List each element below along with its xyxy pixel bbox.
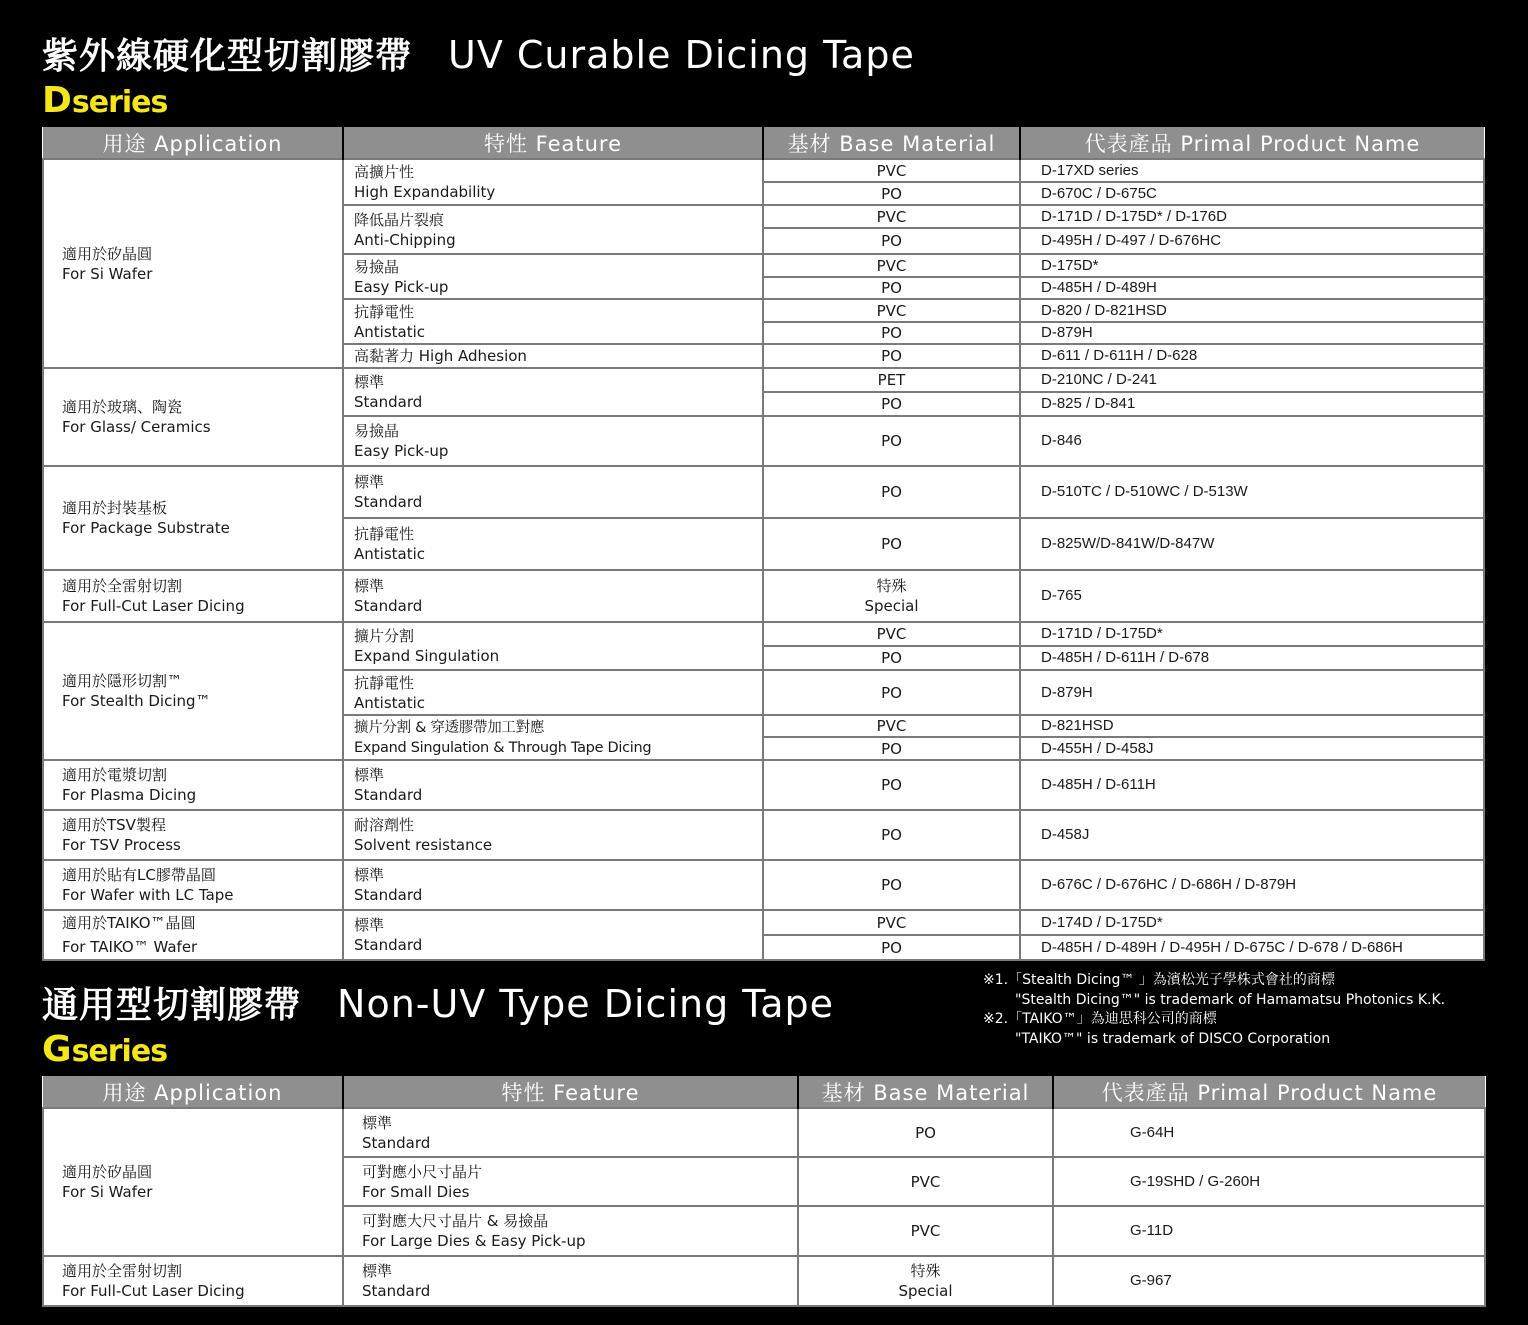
product-cell: D-879H xyxy=(1020,670,1484,715)
feature-cell xyxy=(343,1157,798,1206)
feature-en: Expand Singulation xyxy=(354,647,500,665)
product-cell: D-174D / D-175D* xyxy=(1020,910,1484,935)
product-cell: D-171D / D-175D* xyxy=(1020,622,1484,646)
feature-zh: 擴片分割 xyxy=(354,627,415,645)
feature-en: Antistatic xyxy=(354,693,426,712)
feature-cell xyxy=(343,254,763,299)
app-zh: 適用於貼有LC膠帶晶圓 xyxy=(62,866,216,884)
material-cell: PO xyxy=(763,416,1020,466)
material-cell xyxy=(763,570,1020,622)
feature-en: Expand Singulation & Through Tape Dicing xyxy=(354,739,652,756)
g-series-letter: G xyxy=(42,1029,72,1070)
feature-zh: 標準 xyxy=(354,766,385,784)
material-cell: PO xyxy=(763,737,1020,760)
product-cell: D-495H / D-497 / D-676HC xyxy=(1020,228,1484,254)
product-cell: D-510TC / D-510WC / D-513W xyxy=(1020,466,1484,518)
product-cell: D-846 xyxy=(1020,416,1484,466)
feature-en: Standard xyxy=(362,1133,431,1152)
note-2-en: "TAIKO™" is trademark of DISCO Corporation xyxy=(1015,1030,1331,1047)
feature-en: Easy Pick-up xyxy=(354,277,449,296)
header-product-name: 代表產品 Primal Product Name xyxy=(1053,1076,1485,1108)
header-product-name: 代表產品 Primal Product Name xyxy=(1020,127,1484,159)
d-section-title xyxy=(42,28,915,79)
feature-en: High Expandability xyxy=(354,183,496,201)
product-cell: D-485H / D-489H xyxy=(1020,277,1484,299)
feature-en: For Small Dies xyxy=(362,1182,470,1201)
table-row xyxy=(43,570,1484,622)
product-cell: G-967 xyxy=(1053,1256,1485,1306)
app-cell xyxy=(43,622,343,760)
feature-en: Standard xyxy=(354,597,423,615)
header-application: 用途 Application xyxy=(43,1076,343,1108)
table-row xyxy=(43,860,1484,910)
app-zh: 適用於電漿切割 xyxy=(62,766,168,784)
product-cell: D-879H xyxy=(1020,322,1484,344)
material-cell: PVC xyxy=(763,205,1020,228)
g-title-zh: 通用型切割膠帶 xyxy=(42,985,302,1026)
material-zh: 特殊 xyxy=(876,577,907,595)
material-cell: PO xyxy=(763,935,1020,960)
feature-zh: 標準 xyxy=(354,866,385,884)
feature-zh: 耐溶劑性 xyxy=(354,816,415,834)
d-series-letter: D xyxy=(42,80,72,121)
app-zh: 適用於全雷射切割 xyxy=(62,1262,183,1280)
app-en: For Si Wafer xyxy=(62,264,153,283)
product-cell: D-825 / D-841 xyxy=(1020,392,1484,416)
feature-en: Standard xyxy=(354,393,423,411)
product-cell: D-676C / D-676HC / D-686H / D-879H xyxy=(1020,860,1484,910)
app-en: For Package Substrate xyxy=(62,519,230,537)
product-cell: D-458J xyxy=(1020,810,1484,860)
feature-en: Anti-Chipping xyxy=(354,230,456,249)
material-cell: PVC xyxy=(763,299,1020,322)
app-cell xyxy=(43,910,343,960)
feature-cell xyxy=(343,368,763,416)
feature-cell xyxy=(343,416,763,466)
header-feature: 特性 Feature xyxy=(343,127,763,159)
trademark-notes xyxy=(983,971,1445,1049)
feature-cell xyxy=(343,299,763,344)
table-row xyxy=(43,760,1484,810)
app-cell xyxy=(43,1256,343,1306)
d-title-zh: 紫外線硬化型切割膠帶 xyxy=(42,36,413,77)
table-row xyxy=(43,466,1484,518)
app-en: For TSV Process xyxy=(62,836,181,854)
app-en: For Stealth Dicing™ xyxy=(62,692,211,710)
app-zh: 適用於全雷射切割 xyxy=(62,577,183,595)
feature-zh: 標準 xyxy=(354,473,385,491)
product-cell: D-17XD series xyxy=(1020,159,1484,182)
note-1-zh: ※1.「Stealth Dicing™ 」為濱松光子學株式會社的商標 xyxy=(983,972,1335,988)
app-en: For Full-Cut Laser Dicing xyxy=(62,597,245,615)
material-cell: PO xyxy=(763,344,1020,368)
g-section-title xyxy=(42,977,834,1028)
product-cell: G-19SHD / G-260H xyxy=(1053,1157,1485,1206)
feature-zh: 標準 xyxy=(362,1113,393,1132)
material-cell: PET xyxy=(763,368,1020,392)
material-cell: PO xyxy=(763,860,1020,910)
table-row xyxy=(43,910,1484,935)
header-application: 用途 Application xyxy=(43,127,343,159)
feature-en: Antistatic xyxy=(354,322,426,341)
table-row xyxy=(43,810,1484,860)
material-cell xyxy=(798,1256,1053,1306)
g-series-table xyxy=(42,1076,1486,1307)
table-row xyxy=(43,159,1484,182)
feature-zh: 標準 xyxy=(362,1262,393,1280)
material-cell: PO xyxy=(763,228,1020,254)
d-title-en: UV Curable Dicing Tape xyxy=(448,33,915,77)
feature-cell: 高黏著力 High Adhesion xyxy=(343,344,763,368)
d-series-table xyxy=(42,127,1485,961)
feature-zh: 抗靜電性 xyxy=(354,302,415,321)
d-table-header xyxy=(43,127,1484,159)
feature-en: Standard xyxy=(354,493,423,511)
feature-en: Easy Pick-up xyxy=(354,442,449,460)
material-cell: PO xyxy=(763,182,1020,205)
app-zh: 適用於矽晶圓 xyxy=(62,244,153,263)
table-row xyxy=(43,622,1484,646)
feature-cell xyxy=(343,159,763,205)
app-zh: 適用於玻璃、陶瓷 xyxy=(62,398,183,416)
g-table-header xyxy=(43,1076,1485,1108)
material-cell: PVC xyxy=(763,254,1020,277)
material-cell: PVC xyxy=(763,622,1020,646)
d-series-word: series xyxy=(71,85,168,120)
header-base-material: 基材 Base Material xyxy=(798,1076,1053,1108)
feature-zh: 標準 xyxy=(354,373,385,391)
material-cell: PO xyxy=(798,1108,1053,1157)
material-cell: PO xyxy=(763,392,1020,416)
product-cell: G-64H xyxy=(1053,1108,1485,1157)
material-cell: PVC xyxy=(798,1157,1053,1206)
material-cell: PO xyxy=(763,277,1020,299)
product-cell: D-171D / D-175D* / D-176D xyxy=(1020,205,1484,228)
app-cell xyxy=(43,860,343,910)
material-zh: 特殊 xyxy=(910,1262,941,1280)
feature-cell xyxy=(343,910,763,960)
feature-cell xyxy=(343,1256,798,1306)
product-cell: G-11D xyxy=(1053,1206,1485,1256)
product-cell: D-455H / D-458J xyxy=(1020,737,1484,760)
feature-zh: 降低晶片裂痕 xyxy=(354,210,445,229)
feature-zh: 標準 xyxy=(354,916,385,934)
feature-cell xyxy=(343,715,763,760)
product-cell: D-485H / D-611H xyxy=(1020,760,1484,810)
product-cell: D-485H / D-489H / D-495H / D-675C / D-678 / D-686H xyxy=(1020,935,1484,960)
material-cell: PO xyxy=(763,466,1020,518)
note-1-en: "Stealth Dicing™" is trademark of Hamamatsu Photonics K.K. xyxy=(1015,991,1446,1008)
material-cell: PO xyxy=(763,322,1020,344)
table-row xyxy=(43,1256,1485,1306)
product-cell: D-611 / D-611H / D-628 xyxy=(1020,344,1484,368)
material-cell: PO xyxy=(763,646,1020,670)
app-en: For Full-Cut Laser Dicing xyxy=(62,1282,245,1300)
app-cell xyxy=(43,159,343,368)
feature-cell xyxy=(343,760,763,810)
feature-en: Standard xyxy=(354,936,423,954)
feature-cell xyxy=(343,1108,798,1157)
app-cell xyxy=(43,368,343,466)
feature-en: Solvent resistance xyxy=(354,836,493,854)
feature-en: Antistatic xyxy=(354,545,426,563)
app-cell xyxy=(43,760,343,810)
feature-en: Standard xyxy=(354,886,423,904)
app-zh: 適用於TSV製程 xyxy=(62,816,166,834)
product-cell: D-820 / D-821HSD xyxy=(1020,299,1484,322)
d-series-logo xyxy=(42,80,167,121)
material-cell: PVC xyxy=(763,910,1020,935)
app-en: For Plasma Dicing xyxy=(62,786,197,804)
header-base-material: 基材 Base Material xyxy=(763,127,1020,159)
product-cell: D-765 xyxy=(1020,570,1484,622)
app-en: For Glass/ Ceramics xyxy=(62,418,211,436)
material-cell: PO xyxy=(763,518,1020,570)
material-cell: PVC xyxy=(798,1206,1053,1256)
material-cell: PO xyxy=(763,760,1020,810)
product-cell: D-670C / D-675C xyxy=(1020,182,1484,205)
feature-cell xyxy=(343,570,763,622)
feature-cell xyxy=(343,670,763,715)
feature-en: For Large Dies & Easy Pick-up xyxy=(362,1232,586,1250)
product-cell: D-821HSD xyxy=(1020,715,1484,737)
app-cell xyxy=(43,1108,343,1256)
material-cell: PVC xyxy=(763,715,1020,737)
app-zh: 適用於封裝基板 xyxy=(62,499,168,517)
table-row xyxy=(43,368,1484,392)
app-cell xyxy=(43,570,343,622)
feature-cell xyxy=(343,622,763,670)
material-en: Special xyxy=(898,1282,953,1300)
feature-zh: 易撿晶 xyxy=(354,257,400,276)
feature-cell xyxy=(343,860,763,910)
feature-en: Standard xyxy=(362,1282,431,1300)
product-cell: D-485H / D-611H / D-678 xyxy=(1020,646,1484,670)
g-series-word: series xyxy=(71,1034,168,1069)
feature-zh: 抗靜電性 xyxy=(354,673,415,692)
feature-cell xyxy=(343,205,763,254)
feature-zh: 可對應小尺寸晶片 xyxy=(362,1162,483,1181)
material-cell: PO xyxy=(763,670,1020,715)
material-cell: PO xyxy=(763,810,1020,860)
note-2-zh: ※2.「TAIKO™」為迪思科公司的商標 xyxy=(983,1011,1217,1027)
material-en: Special xyxy=(864,597,919,615)
feature-zh: 標準 xyxy=(354,577,385,595)
app-zh: 適用於隱形切割™ xyxy=(62,672,183,690)
feature-cell xyxy=(343,810,763,860)
app-cell xyxy=(43,466,343,570)
app-en: For Si Wafer xyxy=(62,1183,153,1201)
feature-en: Standard xyxy=(354,786,423,804)
product-cell: D-210NC / D-241 xyxy=(1020,368,1484,392)
material-cell: PVC xyxy=(763,159,1020,182)
product-cell: D-175D* xyxy=(1020,254,1484,277)
app-zh: 適用於矽晶圓 xyxy=(62,1163,153,1181)
header-feature: 特性 Feature xyxy=(343,1076,798,1108)
feature-zh: 擴片分割 & 穿透膠帶加工對應 xyxy=(354,719,545,736)
product-cell: D-825W/D-841W/D-847W xyxy=(1020,518,1484,570)
feature-zh: 易撿晶 xyxy=(354,422,400,440)
feature-zh: 可對應大尺寸晶片 & 易撿晶 xyxy=(362,1212,549,1230)
feature-cell xyxy=(343,1206,798,1256)
g-series-logo xyxy=(42,1029,167,1070)
feature-zh: 抗靜電性 xyxy=(354,525,415,543)
g-title-en: Non-UV Type Dicing Tape xyxy=(337,982,834,1026)
app-en: For TAIKO™ Wafer xyxy=(62,938,198,956)
feature-cell xyxy=(343,518,763,570)
app-zh: 適用於TAIKO™晶圓 xyxy=(62,914,196,932)
feature-cell xyxy=(343,466,763,518)
app-cell xyxy=(43,810,343,860)
table-row xyxy=(43,1108,1485,1157)
app-en: For Wafer with LC Tape xyxy=(62,886,234,904)
feature-zh: 高擴片性 xyxy=(354,163,415,181)
